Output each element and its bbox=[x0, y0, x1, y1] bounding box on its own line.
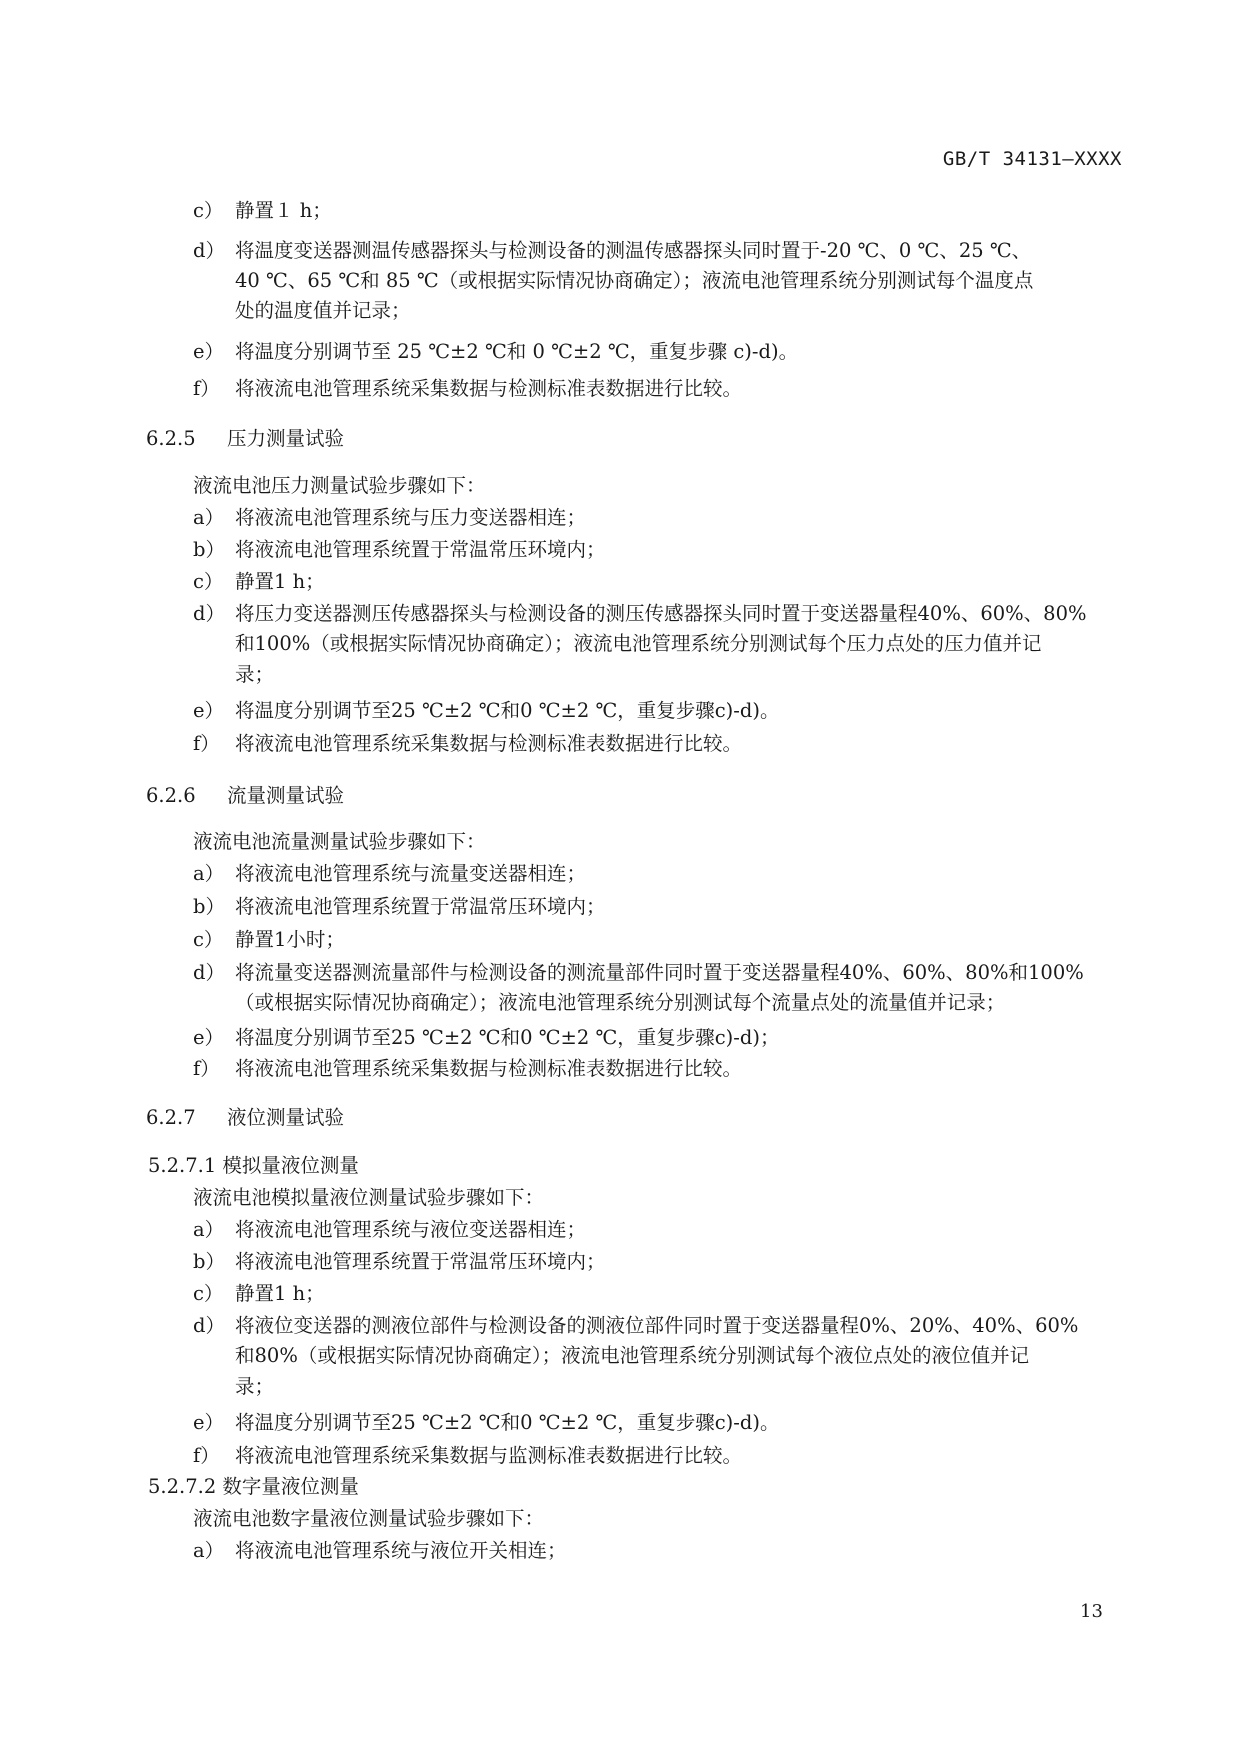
intro-paragraph: 液流电池流量测量试验步骤如下： bbox=[193, 830, 486, 853]
item-continuation: 处的温度值并记录； bbox=[235, 299, 411, 322]
item-text: 将液流电池管理系统与流量变送器相连； bbox=[235, 862, 587, 885]
item-text: 将液流电池管理系统采集数据与检测标准表数据进行比较。 bbox=[235, 732, 743, 755]
heading-title: 压力测量试验 bbox=[227, 427, 345, 450]
item-label: d） bbox=[193, 602, 225, 625]
item-label: d） bbox=[193, 239, 225, 262]
item-label: c） bbox=[193, 928, 224, 951]
item-label: a） bbox=[193, 1539, 225, 1562]
item-label: a） bbox=[193, 506, 225, 529]
item-text: 静置1 h； bbox=[235, 570, 325, 593]
item-text: 将液流电池管理系统与液位变送器相连； bbox=[235, 1218, 587, 1241]
item-label: f） bbox=[193, 1444, 220, 1467]
item-label: b） bbox=[193, 538, 225, 561]
intro-paragraph: 液流电池数字量液位测量试验步骤如下： bbox=[193, 1507, 545, 1530]
item-label: a） bbox=[193, 1218, 225, 1241]
item-text: 将液流电池管理系统与压力变送器相连； bbox=[235, 506, 587, 529]
heading-number: 6.2.7 bbox=[146, 1106, 196, 1129]
subsection-heading-5-2-7-2: 5.2.7.2 数字量液位测量 bbox=[148, 1475, 359, 1498]
item-continuation: 录； bbox=[235, 1375, 275, 1398]
item-text: 静置１ h； bbox=[235, 199, 332, 222]
intro-paragraph: 液流电池压力测量试验步骤如下： bbox=[193, 474, 486, 497]
item-continuation: 40 ℃、65 ℃和 85 ℃（或根据实际情况协商确定）；液流电池管理系统分别测试每个温度点 bbox=[235, 269, 1034, 292]
item-label: c） bbox=[193, 570, 224, 593]
item-label: e） bbox=[193, 699, 225, 722]
item-text: 将温度分别调节至 25 ℃±2 ℃和 0 ℃±2 ℃，重复步骤 c)-d)。 bbox=[235, 340, 799, 363]
heading-number: 6.2.5 bbox=[146, 427, 196, 450]
item-text: 将液流电池管理系统采集数据与监测标准表数据进行比较。 bbox=[235, 1444, 743, 1467]
item-text: 静置1 h； bbox=[235, 1282, 325, 1305]
subsection-heading-5-2-7-1: 5.2.7.1 模拟量液位测量 bbox=[148, 1154, 359, 1177]
item-text: 将液流电池管理系统置于常温常压环境内； bbox=[235, 1250, 606, 1273]
item-label: f） bbox=[193, 1057, 220, 1080]
item-text: 将温度分别调节至25 ℃±2 ℃和0 ℃±2 ℃，重复步骤c)-d)； bbox=[235, 1026, 780, 1049]
item-text: 将液流电池管理系统采集数据与检测标准表数据进行比较。 bbox=[235, 1057, 743, 1080]
item-label: b） bbox=[193, 1250, 225, 1273]
item-text: 将液流电池管理系统置于常温常压环境内； bbox=[235, 895, 606, 918]
item-text: 将液位变送器的测液位部件与检测设备的测液位部件同时置于变送器量程0%、20%、40%、60% bbox=[235, 1314, 1079, 1337]
item-text: 将温度变送器测温传感器探头与检测设备的测温传感器探头同时置于-20 ℃、0 ℃、25 ℃、 bbox=[235, 239, 1032, 262]
item-label: e） bbox=[193, 1411, 225, 1434]
item-label: b） bbox=[193, 895, 225, 918]
item-label: c） bbox=[193, 199, 224, 222]
heading-title: 液位测量试验 bbox=[227, 1106, 345, 1129]
item-label: f） bbox=[193, 732, 220, 755]
item-text: 将流量变送器测流量部件与检测设备的测流量部件同时置于变送器量程40%、60%、80%和100% bbox=[235, 961, 1084, 984]
item-text: 将液流电池管理系统采集数据与检测标准表数据进行比较。 bbox=[235, 377, 743, 400]
item-label: d） bbox=[193, 1314, 225, 1337]
item-text: 将液流电池管理系统置于常温常压环境内； bbox=[235, 538, 606, 561]
intro-paragraph: 液流电池模拟量液位测量试验步骤如下： bbox=[193, 1186, 545, 1209]
item-label: e） bbox=[193, 340, 225, 363]
item-text: 静置1小时； bbox=[235, 928, 345, 951]
item-continuation: （或根据实际情况协商确定）；液流电池管理系统分别测试每个流量点处的流量值并记录； bbox=[235, 991, 1006, 1014]
item-continuation: 和100%（或根据实际情况协商确定）；液流电池管理系统分别测试每个压力点处的压力值并记 bbox=[235, 632, 1042, 655]
item-label: d） bbox=[193, 961, 225, 984]
item-text: 将温度分别调节至25 ℃±2 ℃和0 ℃±2 ℃，重复步骤c)-d)。 bbox=[235, 699, 780, 722]
item-text: 将液流电池管理系统与液位开关相连； bbox=[235, 1539, 567, 1562]
item-label: a） bbox=[193, 862, 225, 885]
item-label: c） bbox=[193, 1282, 224, 1305]
item-continuation: 和80%（或根据实际情况协商确定）；液流电池管理系统分别测试每个液位点处的液位值并记 bbox=[235, 1344, 1030, 1367]
page-number: 13 bbox=[1080, 1601, 1103, 1622]
item-text: 将温度分别调节至25 ℃±2 ℃和0 ℃±2 ℃，重复步骤c)-d)。 bbox=[235, 1411, 780, 1434]
standard-number: GB/T 34131—XXXX bbox=[942, 148, 1122, 170]
item-label: f） bbox=[193, 377, 220, 400]
heading-number: 6.2.6 bbox=[146, 784, 196, 807]
heading-title: 流量测量试验 bbox=[227, 784, 345, 807]
item-text: 将压力变送器测压传感器探头与检测设备的测压传感器探头同时置于变送器量程40%、60%、80% bbox=[235, 602, 1087, 625]
item-continuation: 录； bbox=[235, 663, 275, 686]
item-label: e） bbox=[193, 1026, 225, 1049]
